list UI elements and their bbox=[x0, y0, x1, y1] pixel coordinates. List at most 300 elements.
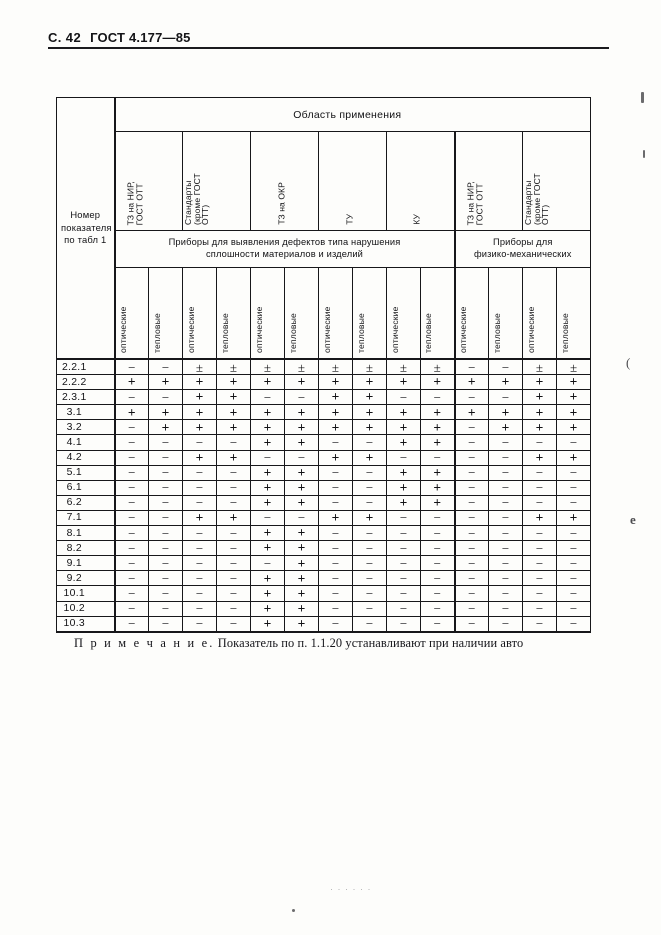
cell-mark: − bbox=[217, 526, 251, 541]
cell-mark: − bbox=[455, 526, 489, 541]
cell-mark: − bbox=[149, 616, 183, 632]
cell-mark: − bbox=[387, 586, 421, 601]
subcolumn-2-thermal bbox=[149, 268, 183, 360]
cell-mark: + bbox=[557, 450, 591, 465]
subcolumn-label-10: тепловые bbox=[423, 313, 434, 353]
cell-mark: − bbox=[421, 450, 455, 465]
doc-kind-ku bbox=[387, 132, 455, 231]
row-label: 10.1 bbox=[57, 586, 115, 601]
cell-mark: + bbox=[285, 375, 319, 390]
cell-mark: − bbox=[557, 601, 591, 616]
table-row bbox=[57, 405, 591, 420]
cell-mark: − bbox=[319, 571, 353, 586]
cell-mark: − bbox=[353, 526, 387, 541]
stub-line-3: по табл 1 bbox=[64, 234, 107, 246]
cell-mark: + bbox=[353, 420, 387, 435]
doc-kind-tz-nir-right-line-1: ТЗ на НИР, bbox=[465, 180, 476, 225]
cell-mark: − bbox=[455, 556, 489, 571]
cell-mark: − bbox=[115, 541, 149, 556]
cell-mark: − bbox=[523, 601, 557, 616]
cell-mark: − bbox=[387, 510, 421, 525]
cell-mark: − bbox=[183, 586, 217, 601]
doc-kind-tz-nir-left-line-1: ТЗ на НИР, bbox=[125, 180, 136, 225]
row-label: 9.2 bbox=[57, 571, 115, 586]
table-header-device-groups-row bbox=[57, 231, 591, 268]
cell-mark: − bbox=[149, 541, 183, 556]
cell-mark: + bbox=[251, 541, 285, 556]
cell-mark: − bbox=[319, 601, 353, 616]
row-label: 10.3 bbox=[57, 616, 115, 632]
cell-mark: − bbox=[251, 556, 285, 571]
table-row bbox=[57, 571, 591, 586]
standard-number: ГОСТ 4.177—85 bbox=[90, 30, 191, 45]
cell-mark: − bbox=[353, 601, 387, 616]
cell-mark: + bbox=[251, 571, 285, 586]
doc-kind-standards-left-line-3: ОТТ) bbox=[199, 204, 210, 225]
cell-mark: + bbox=[217, 405, 251, 420]
cell-mark: + bbox=[183, 510, 217, 525]
cell-mark: + bbox=[285, 616, 319, 632]
cell-mark: − bbox=[489, 510, 523, 525]
doc-kind-standards-left bbox=[183, 132, 251, 231]
cell-mark: − bbox=[217, 480, 251, 495]
cell-mark: − bbox=[115, 390, 149, 405]
cell-mark: − bbox=[557, 616, 591, 632]
cell-mark: − bbox=[489, 390, 523, 405]
cell-mark: + bbox=[319, 375, 353, 390]
doc-kind-tz-nir-left-line-2: ГОСТ ОТТ bbox=[134, 183, 145, 225]
cell-mark: − bbox=[183, 541, 217, 556]
cell-mark: + bbox=[251, 616, 285, 632]
subcolumn-1-optical bbox=[115, 268, 149, 360]
cell-mark: − bbox=[353, 556, 387, 571]
doc-kind-tz-nir-left bbox=[115, 132, 183, 231]
table-row bbox=[57, 359, 591, 375]
subcolumn-label-4: тепловые bbox=[219, 313, 230, 353]
cell-mark: − bbox=[421, 556, 455, 571]
cell-mark: ± bbox=[387, 359, 421, 375]
cell-mark: − bbox=[489, 480, 523, 495]
cell-mark: + bbox=[523, 405, 557, 420]
cell-mark: − bbox=[421, 526, 455, 541]
cell-mark: − bbox=[217, 465, 251, 480]
scan-speck-2 bbox=[643, 150, 645, 158]
cell-mark: + bbox=[387, 420, 421, 435]
subcolumn-9-optical bbox=[387, 268, 421, 360]
subcolumn-label-13: оптические bbox=[525, 306, 536, 353]
cell-mark: − bbox=[319, 465, 353, 480]
cell-mark: ± bbox=[183, 359, 217, 375]
cell-mark: + bbox=[489, 405, 523, 420]
cell-mark: ± bbox=[319, 359, 353, 375]
table-row bbox=[57, 465, 591, 480]
cell-mark: + bbox=[217, 510, 251, 525]
doc-kind-tu bbox=[319, 132, 387, 231]
cell-mark: − bbox=[421, 616, 455, 632]
footer-artifact: · · · · · · bbox=[330, 884, 372, 894]
subcolumn-label-7: оптические bbox=[321, 306, 332, 353]
cell-mark: − bbox=[557, 556, 591, 571]
cell-mark: − bbox=[523, 526, 557, 541]
cell-mark: + bbox=[285, 480, 319, 495]
doc-kind-standards-right-line-2: (кроме ГОСТ bbox=[531, 173, 542, 225]
cell-mark: − bbox=[183, 495, 217, 510]
cell-mark: − bbox=[489, 495, 523, 510]
cell-mark: − bbox=[115, 586, 149, 601]
cell-mark: − bbox=[455, 450, 489, 465]
cell-mark: − bbox=[387, 616, 421, 632]
cell-mark: + bbox=[285, 435, 319, 450]
table-row bbox=[57, 450, 591, 465]
cell-mark: − bbox=[251, 450, 285, 465]
cell-mark: + bbox=[217, 450, 251, 465]
cell-mark: − bbox=[387, 450, 421, 465]
cell-mark: − bbox=[421, 571, 455, 586]
cell-mark: − bbox=[455, 359, 489, 375]
application-area-table bbox=[56, 97, 591, 633]
cell-mark: − bbox=[557, 480, 591, 495]
cell-mark: − bbox=[523, 435, 557, 450]
cell-mark: − bbox=[115, 556, 149, 571]
cell-mark: − bbox=[523, 571, 557, 586]
subcolumn-label-6: тепловые bbox=[287, 313, 298, 353]
cell-mark: − bbox=[149, 359, 183, 375]
margin-artifact-right: e bbox=[630, 512, 636, 527]
cell-mark: + bbox=[353, 510, 387, 525]
stub-line-2: показателя bbox=[61, 221, 112, 233]
cell-mark: − bbox=[183, 571, 217, 586]
cell-mark: + bbox=[319, 510, 353, 525]
cell-mark: + bbox=[217, 390, 251, 405]
subcolumn-label-3: оптические bbox=[185, 306, 196, 353]
cell-mark: + bbox=[217, 375, 251, 390]
table-header-document-kinds-row bbox=[57, 132, 591, 231]
subcolumn-label-14: тепловые bbox=[559, 313, 570, 353]
cell-mark: + bbox=[557, 375, 591, 390]
subcolumn-3-optical bbox=[183, 268, 217, 360]
device-group-phys-line-1: Приборы для bbox=[493, 237, 553, 248]
table-row bbox=[57, 495, 591, 510]
cell-mark: + bbox=[421, 465, 455, 480]
subcolumn-label-12: тепловые bbox=[491, 313, 502, 353]
row-label: 2.2.1 bbox=[57, 359, 115, 375]
cell-mark: − bbox=[115, 601, 149, 616]
cell-mark: − bbox=[149, 601, 183, 616]
table-header-subcolumns-row bbox=[57, 268, 591, 360]
subcolumn-label-2: тепловые bbox=[151, 313, 162, 353]
subcolumn-8-thermal bbox=[353, 268, 387, 360]
cell-mark: − bbox=[387, 571, 421, 586]
cell-mark: − bbox=[115, 571, 149, 586]
cell-mark: − bbox=[557, 526, 591, 541]
cell-mark: − bbox=[353, 571, 387, 586]
cell-mark: ± bbox=[557, 359, 591, 375]
cell-mark: − bbox=[149, 480, 183, 495]
cell-mark: + bbox=[353, 375, 387, 390]
area-of-application-title: Область применения bbox=[115, 98, 591, 132]
cell-mark: + bbox=[421, 405, 455, 420]
cell-mark: − bbox=[455, 616, 489, 632]
cell-mark: + bbox=[523, 450, 557, 465]
cell-mark: + bbox=[251, 435, 285, 450]
row-label: 4.2 bbox=[57, 450, 115, 465]
cell-mark: + bbox=[557, 510, 591, 525]
cell-mark: − bbox=[489, 586, 523, 601]
cell-mark: − bbox=[557, 571, 591, 586]
subcolumn-7-optical bbox=[319, 268, 353, 360]
cell-mark: − bbox=[557, 465, 591, 480]
cell-mark: − bbox=[523, 586, 557, 601]
cell-mark: − bbox=[149, 390, 183, 405]
cell-mark: − bbox=[217, 601, 251, 616]
cell-mark: + bbox=[285, 601, 319, 616]
cell-mark: − bbox=[115, 526, 149, 541]
cell-mark: + bbox=[183, 375, 217, 390]
cell-mark: − bbox=[149, 510, 183, 525]
cell-mark: − bbox=[285, 510, 319, 525]
cell-mark: + bbox=[285, 495, 319, 510]
cell-mark: + bbox=[387, 480, 421, 495]
cell-mark: − bbox=[523, 495, 557, 510]
cell-mark: − bbox=[557, 541, 591, 556]
cell-mark: + bbox=[523, 420, 557, 435]
cell-mark: + bbox=[183, 405, 217, 420]
row-label: 3.1 bbox=[57, 405, 115, 420]
cell-mark: + bbox=[489, 375, 523, 390]
cell-mark: − bbox=[489, 616, 523, 632]
cell-mark: − bbox=[489, 359, 523, 375]
cell-mark: − bbox=[183, 465, 217, 480]
cell-mark: − bbox=[319, 435, 353, 450]
table-row bbox=[57, 556, 591, 571]
cell-mark: − bbox=[353, 495, 387, 510]
cell-mark: − bbox=[523, 556, 557, 571]
device-group-physical-mechanical bbox=[455, 231, 591, 268]
row-label: 7.1 bbox=[57, 510, 115, 525]
cell-mark: + bbox=[523, 390, 557, 405]
table-header-area-row bbox=[57, 98, 591, 132]
cell-mark: − bbox=[115, 465, 149, 480]
cell-mark: − bbox=[387, 526, 421, 541]
cell-mark: − bbox=[217, 571, 251, 586]
cell-mark: ± bbox=[523, 359, 557, 375]
row-label: 8.2 bbox=[57, 541, 115, 556]
cell-mark: − bbox=[319, 495, 353, 510]
subcolumn-14-thermal bbox=[557, 268, 591, 360]
cell-mark: − bbox=[455, 390, 489, 405]
cell-mark: + bbox=[557, 405, 591, 420]
cell-mark: + bbox=[421, 480, 455, 495]
cell-mark: − bbox=[149, 495, 183, 510]
cell-mark: + bbox=[251, 586, 285, 601]
row-label: 8.1 bbox=[57, 526, 115, 541]
cell-mark: + bbox=[251, 465, 285, 480]
cell-mark: − bbox=[489, 465, 523, 480]
table-row bbox=[57, 616, 591, 632]
device-group-flaw-line-1: Приборы для выявления дефектов типа нарушения bbox=[168, 237, 401, 248]
cell-mark: − bbox=[523, 616, 557, 632]
table-body bbox=[57, 359, 591, 632]
subcolumn-10-thermal bbox=[421, 268, 455, 360]
cell-mark: − bbox=[217, 556, 251, 571]
cell-mark: − bbox=[455, 586, 489, 601]
cell-mark: + bbox=[557, 420, 591, 435]
table-row bbox=[57, 586, 591, 601]
subcolumn-12-thermal bbox=[489, 268, 523, 360]
cell-mark: ± bbox=[421, 359, 455, 375]
cell-mark: − bbox=[217, 435, 251, 450]
row-label: 6.2 bbox=[57, 495, 115, 510]
subcolumn-label-5: оптические bbox=[253, 306, 264, 353]
cell-mark: + bbox=[183, 450, 217, 465]
cell-mark: − bbox=[149, 435, 183, 450]
cell-mark: − bbox=[183, 616, 217, 632]
doc-kind-tz-nir-right bbox=[455, 132, 523, 231]
cell-mark: − bbox=[183, 601, 217, 616]
cell-mark: + bbox=[149, 405, 183, 420]
table-row bbox=[57, 420, 591, 435]
cell-mark: + bbox=[353, 405, 387, 420]
cell-mark: + bbox=[489, 420, 523, 435]
cell-mark: + bbox=[115, 405, 149, 420]
cell-mark: − bbox=[353, 616, 387, 632]
cell-mark: + bbox=[557, 390, 591, 405]
note bbox=[74, 636, 619, 651]
cell-mark: − bbox=[149, 556, 183, 571]
header-rule bbox=[48, 47, 609, 49]
cell-mark: + bbox=[455, 405, 489, 420]
table-row bbox=[57, 435, 591, 450]
cell-mark: − bbox=[353, 480, 387, 495]
cell-mark: + bbox=[319, 405, 353, 420]
table-row bbox=[57, 375, 591, 390]
subcolumn-4-thermal bbox=[217, 268, 251, 360]
cell-mark: − bbox=[421, 510, 455, 525]
cell-mark: − bbox=[455, 601, 489, 616]
cell-mark: − bbox=[353, 465, 387, 480]
cell-mark: − bbox=[217, 495, 251, 510]
cell-mark: + bbox=[285, 465, 319, 480]
note-text: Показатель по п. 1.1.20 устанавливают при наличии авто bbox=[214, 636, 524, 650]
cell-mark: + bbox=[149, 420, 183, 435]
cell-mark: − bbox=[421, 601, 455, 616]
cell-mark: + bbox=[115, 375, 149, 390]
doc-kind-standards-right-line-1: Стандарты bbox=[522, 180, 533, 225]
cell-mark: + bbox=[285, 541, 319, 556]
cell-mark: − bbox=[217, 616, 251, 632]
cell-mark: + bbox=[421, 435, 455, 450]
row-label: 4.1 bbox=[57, 435, 115, 450]
doc-kind-ku-line-1: КУ bbox=[411, 214, 422, 225]
cell-mark: + bbox=[183, 420, 217, 435]
page-number: С. 42 bbox=[48, 30, 82, 45]
cell-mark: − bbox=[455, 480, 489, 495]
subcolumn-label-11: оптические bbox=[457, 306, 468, 353]
row-label: 2.3.1 bbox=[57, 390, 115, 405]
subcolumn-label-8: тепловые bbox=[355, 313, 366, 353]
cell-mark: + bbox=[421, 375, 455, 390]
cell-mark: − bbox=[557, 586, 591, 601]
row-label: 6.1 bbox=[57, 480, 115, 495]
subcolumn-5-optical bbox=[251, 268, 285, 360]
cell-mark: + bbox=[251, 526, 285, 541]
cell-mark: − bbox=[489, 556, 523, 571]
cell-mark: − bbox=[523, 541, 557, 556]
row-label: 2.2.2 bbox=[57, 375, 115, 390]
cell-mark: + bbox=[285, 405, 319, 420]
cell-mark: − bbox=[115, 450, 149, 465]
cell-mark: − bbox=[387, 556, 421, 571]
margin-artifact-left: ( bbox=[626, 355, 631, 370]
cell-mark: + bbox=[251, 480, 285, 495]
cell-mark: − bbox=[421, 541, 455, 556]
cell-mark: − bbox=[455, 571, 489, 586]
cell-mark: + bbox=[387, 405, 421, 420]
cell-mark: ± bbox=[217, 359, 251, 375]
cell-mark: − bbox=[455, 465, 489, 480]
cell-mark: + bbox=[387, 495, 421, 510]
table-row bbox=[57, 510, 591, 525]
cell-mark: − bbox=[489, 450, 523, 465]
cell-mark: − bbox=[319, 526, 353, 541]
cell-mark: + bbox=[421, 495, 455, 510]
cell-mark: + bbox=[285, 526, 319, 541]
cell-mark: + bbox=[251, 601, 285, 616]
note-label: П р и м е ч а н и е. bbox=[74, 636, 215, 650]
cell-mark: − bbox=[557, 435, 591, 450]
doc-kind-tu-line-1: ТУ bbox=[343, 214, 354, 225]
cell-mark: − bbox=[115, 480, 149, 495]
doc-kind-tz-okr-line-1: ТЗ на ОКР bbox=[275, 182, 286, 225]
doc-kind-tz-okr bbox=[251, 132, 319, 231]
cell-mark: − bbox=[183, 480, 217, 495]
cell-mark: − bbox=[251, 390, 285, 405]
cell-mark: + bbox=[251, 420, 285, 435]
doc-kind-standards-right-line-3: ОТТ) bbox=[539, 204, 550, 225]
cell-mark: − bbox=[149, 465, 183, 480]
cell-mark: + bbox=[319, 450, 353, 465]
cell-mark: − bbox=[421, 586, 455, 601]
cell-mark: + bbox=[251, 375, 285, 390]
cell-mark: + bbox=[421, 420, 455, 435]
cell-mark: − bbox=[149, 450, 183, 465]
cell-mark: − bbox=[149, 586, 183, 601]
table-row bbox=[57, 390, 591, 405]
cell-mark: − bbox=[183, 435, 217, 450]
cell-mark: − bbox=[353, 541, 387, 556]
cell-mark: − bbox=[115, 495, 149, 510]
device-group-phys-line-2: физико-механических bbox=[473, 249, 572, 259]
cell-mark: + bbox=[387, 435, 421, 450]
cell-mark: − bbox=[319, 616, 353, 632]
cell-mark: + bbox=[217, 420, 251, 435]
cell-mark: − bbox=[387, 601, 421, 616]
cell-mark: − bbox=[115, 510, 149, 525]
device-group-flaw-detection bbox=[115, 231, 455, 268]
cell-mark: − bbox=[489, 526, 523, 541]
subcolumn-11-optical bbox=[455, 268, 489, 360]
cell-mark: − bbox=[523, 480, 557, 495]
scan-speck-1 bbox=[641, 92, 644, 103]
cell-mark: + bbox=[523, 510, 557, 525]
cell-mark: − bbox=[421, 390, 455, 405]
cell-mark: − bbox=[115, 435, 149, 450]
subcolumn-13-optical bbox=[523, 268, 557, 360]
cell-mark: − bbox=[285, 450, 319, 465]
table-row bbox=[57, 541, 591, 556]
cell-mark: − bbox=[557, 495, 591, 510]
cell-mark: − bbox=[183, 526, 217, 541]
